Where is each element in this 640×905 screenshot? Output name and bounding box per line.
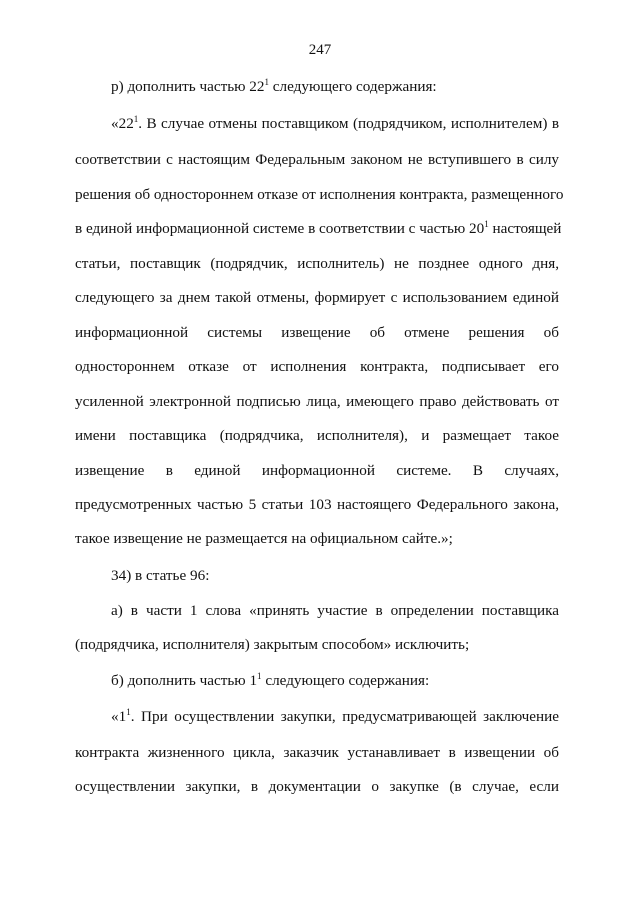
item-b	[111, 672, 559, 690]
quote-22-1-line-3: решения об одностороннем отказе от исполнения контракта, размещенного	[75, 186, 564, 203]
quote-22-1-line-10: имени поставщика (подрядчика, исполнителя), и размещает такое	[75, 427, 559, 444]
quote-22-1-superscript: 1	[133, 114, 139, 124]
quote-22-1-line-4-before: в единой информационной системе в соответствии с частью 20	[75, 220, 485, 237]
quote-22-1-line-4-after: настоящей	[488, 220, 562, 237]
item-b-text-after: следующего содержания:	[261, 672, 430, 689]
quote-1-1-line-1-after: . При осуществлении закупки, предусматривающей заключение	[130, 708, 559, 725]
quote-22-1-line-8: одностороннем отказе от исполнения контракта, подписывает его	[75, 358, 559, 375]
quote-1-1-superscript: 1	[126, 707, 131, 717]
item-b-text-before: б) дополнить частью 1	[111, 672, 258, 689]
paragraph-r-superscript: 1	[264, 77, 269, 87]
item-b-superscript: 1	[257, 671, 262, 681]
quote-22-1-line-5: статьи, поставщик (подрядчик, исполнитель) не позднее одного дня,	[75, 255, 559, 272]
quote-1-1-line-1-before: «1	[111, 708, 127, 725]
quote-22-1-line-13: такое извещение не размещается на официальном сайте.»;	[75, 530, 453, 547]
quote-22-1-line-1-before: «22	[111, 115, 134, 132]
quote-22-1-line-4	[75, 219, 562, 238]
quote-1-1-line-1	[111, 708, 559, 726]
quote-22-1-line-7: информационной системы извещение об отмене решения об	[75, 324, 559, 341]
quote-22-1-line-2: соответствии с настоящим Федеральным законом не вступившего в силу	[75, 151, 559, 168]
quote-22-1-line-1-after: . В случае отмены поставщиком (подрядчиком, исполнителем) в	[138, 115, 559, 132]
quote-22-1-line-1	[111, 115, 559, 133]
page-number: 247	[308, 42, 332, 58]
quote-22-1-line-4-superscript: 1	[484, 219, 489, 229]
paragraph-r-text-after: следующего содержания:	[269, 78, 437, 95]
item-34: 34) в статье 96:	[111, 567, 210, 584]
quote-22-1-line-12: предусмотренных частью 5 статьи 103 настоящего Федерального закона,	[75, 496, 559, 513]
quote-1-1-line-3: осуществлении закупки, в документации о закупке (в случае, если	[75, 778, 559, 795]
item-a-line-2: (подрядчика, исполнителя) закрытым способом» исключить;	[75, 636, 470, 653]
paragraph-r	[111, 78, 559, 96]
quote-22-1-line-9: усиленной электронной подписью лица, имеющего право действовать от	[75, 393, 559, 410]
item-a-line-1: а) в части 1 слова «принять участие в определении поставщика	[111, 602, 559, 619]
quote-1-1-line-2: контракта жизненного цикла, заказчик устанавливает в извещении об	[75, 744, 559, 761]
quote-22-1-line-6: следующего за днем такой отмены, формирует с использованием единой	[75, 289, 559, 306]
quote-22-1-line-11: извещение в единой информационной системе. В случаях,	[75, 462, 559, 479]
paragraph-r-text-before: р) дополнить частью 22	[111, 78, 265, 95]
